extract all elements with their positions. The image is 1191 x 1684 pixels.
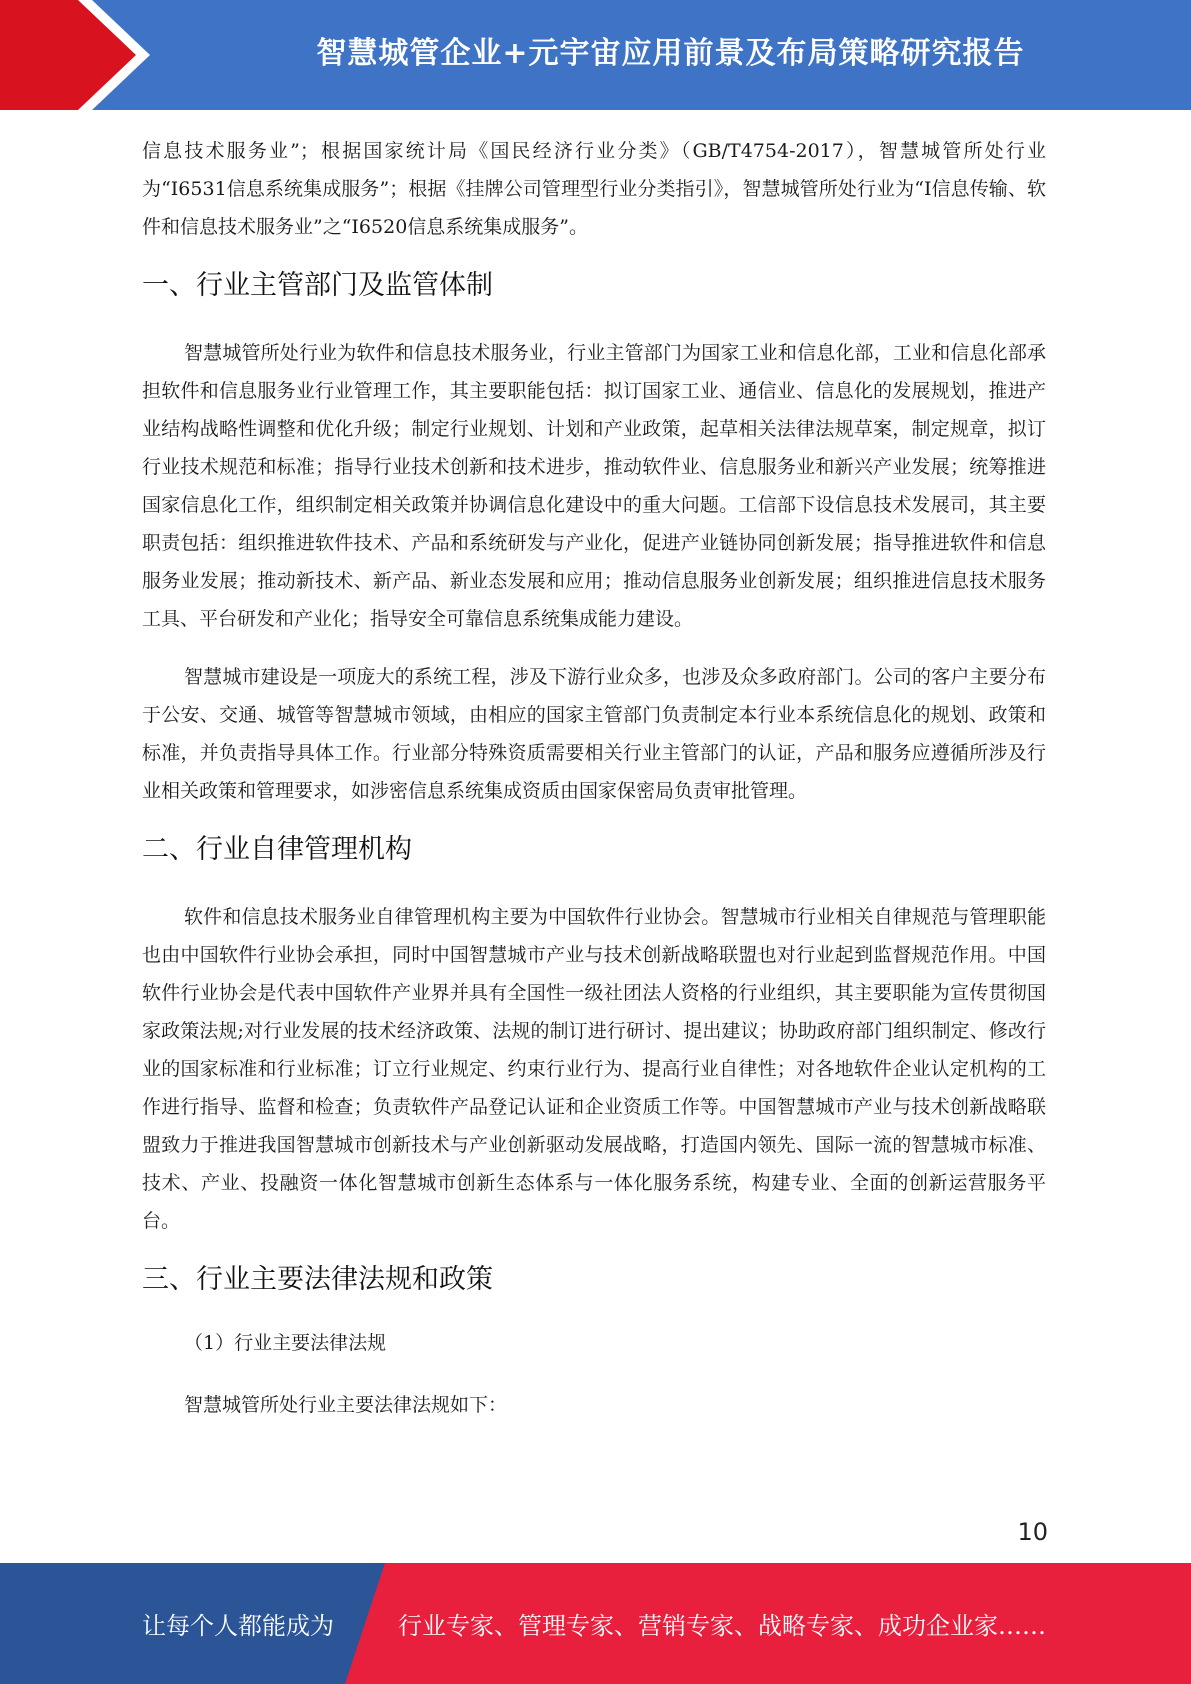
- section-2-heading: 二、行业自律管理机构: [142, 834, 412, 865]
- page-header: [0, 0, 1191, 110]
- intro-paragraph: 信息技术服务业”；根据国家统计局《国民经济行业分类》（GB/T4754-2017），智慧城管所处行业为“I6531信息系统集成服务”；根据《挂牌公司管理型行业分类指引》，智慧城管所处行业为“I信息传输、软件和信息技术服务业”之“I6520信息系统集成服务”。: [142, 140, 1046, 238]
- footer-slogan-left: 让每个人都能成为: [142, 1612, 334, 1640]
- section-1-paragraph-1: 智慧城管所处行业为软件和信息技术服务业，行业主管部门为国家工业和信息化部，工业和信息化部承担软件和信息服务业行业管理工作，其主要职能包括：拟订国家工业、通信业、信息化的发展规划，推进产业结构战略性调整和优化升级；制定行业规划、计划和产业政策，起草相关法律法规草案，制定规章，拟订行业技术规范和标准；指导行业技术创新和技术进步，推动软件业、信息服务业和新兴产业发展；统筹推进国家信息化工作，组织制定相关政策并协调信息化建设中的重大问题。工信部下设信息技术发展司，其主要职责包括：组织推进软件技术、产品和系统研发与产业化，促进产业链协同创新发展；指导推进软件和信息服务业发展；推动新技术、新产品、新业态发展和应用；推动信息服务业创新发展；组织推进信息技术服务工具、平台研发和产业化；指导安全可靠信息系统集成能力建设。: [142, 342, 1046, 630]
- footer-slogan-right: 行业专家、管理专家、营销专家、战略专家、成功企业家……: [398, 1612, 1046, 1640]
- section-2-paragraph-1: 软件和信息技术服务业自律管理机构主要为中国软件行业协会。智慧城市行业相关自律规范与管理职能也由中国软件行业协会承担，同时中国智慧城市产业与技术创新战略联盟也对行业起到监督规范作用。中国软件行业协会是代表中国软件产业界并具有全国性一级社团法人资格的行业组织，其主要职能为宣传贯彻国家政策法规;对行业发展的技术经济政策、法规的制订进行研讨、提出建议；协助政府部门组织制定、修改行业的国家标准和行业标准；订立行业规定、约束行业行为、提高行业自律性；对各地软件企业认定机构的工作进行指导、监督和检查；负责软件产品登记认证和企业资质工作等。中国智慧城市产业与技术创新战略联盟致力于推进我国智慧城市创新技术与产业创新驱动发展战略，打造国内领先、国际一流的智慧城市标准、技术、产业、投融资一体化智慧城市创新生态体系与一体化服务系统，构建专业、全面的创新运营服务平台。: [142, 906, 1046, 1232]
- page-footer: [0, 1563, 1191, 1684]
- page-number: 10: [1017, 1518, 1048, 1546]
- page-content: [142, 132, 1046, 1424]
- section-3-heading: 三、行业主要法律法规和政策: [142, 1264, 493, 1295]
- section-3-subheading: （1）行业主要法律法规: [184, 1332, 387, 1354]
- section-3-paragraph-1: 智慧城管所处行业主要法律法规如下：: [184, 1394, 508, 1416]
- document-title: 智慧城管企业+元宇宙应用前景及布局策略研究报告: [316, 36, 1025, 71]
- header-arrow-red: [0, 0, 136, 110]
- section-1-paragraph-2: 智慧城市建设是一项庞大的系统工程，涉及下游行业众多，也涉及众多政府部门。公司的客户主要分布于公安、交通、城管等智慧城市领域，由相应的国家主管部门负责制定本行业本系统信息化的规划、政策和标准，并负责指导具体工作。行业部分特殊资质需要相关行业主管部门的认证，产品和服务应遵循所涉及行业相关政策和管理要求，如涉密信息系统集成资质由国家保密局负责审批管理。: [142, 666, 1046, 802]
- section-1-heading: 一、行业主管部门及监管体制: [142, 270, 493, 301]
